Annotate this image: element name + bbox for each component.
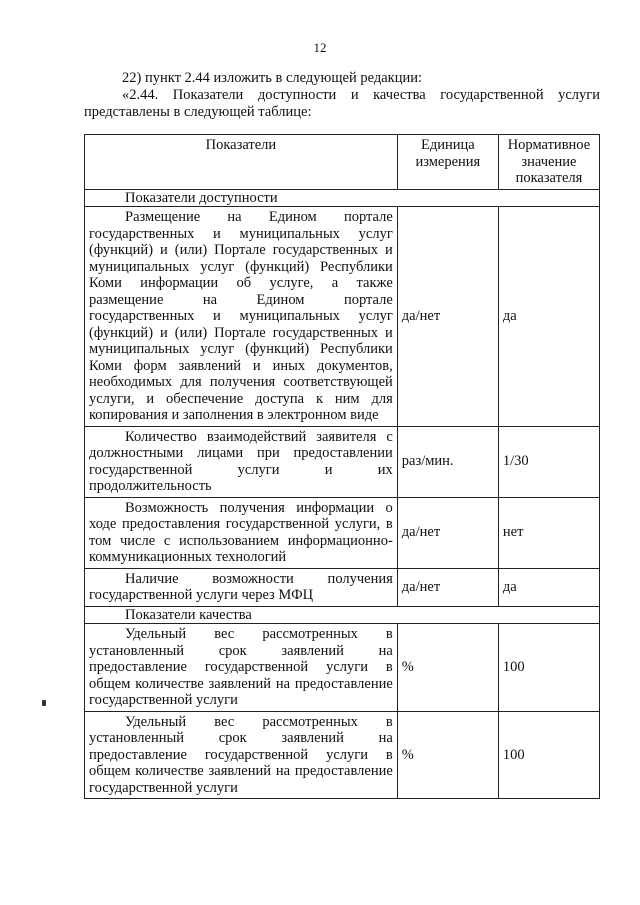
section-quality: Показатели качества bbox=[85, 606, 600, 624]
header-unit: Единица измерения bbox=[397, 135, 498, 190]
row-name: Количество взаимодействий заявителя с должностными лицами при предоставлении государственной услуги и их продолжительность bbox=[85, 426, 398, 497]
row-unit: % bbox=[397, 711, 498, 799]
row-unit: раз/мин. bbox=[397, 426, 498, 497]
table-header-row bbox=[85, 135, 600, 190]
indicators-table bbox=[84, 134, 600, 799]
intro-line-1: 22) пункт 2.44 изложить в следующей редакции: bbox=[122, 70, 422, 86]
section-accessibility: Показатели доступности bbox=[85, 189, 600, 207]
row-name: Возможность получения информации о ходе предоставления государственной услуги, в том числе с использованием информационно-коммуникационных технологий bbox=[85, 497, 398, 568]
row-unit: % bbox=[397, 624, 498, 712]
table-row bbox=[85, 711, 600, 799]
row-name: Наличие возможности получения государственной услуги через МФЦ bbox=[85, 568, 398, 606]
header-indicator: Показатели bbox=[85, 135, 398, 190]
table-row bbox=[85, 426, 600, 497]
intro-line-2: «2.44. Показатели доступности и качества государственной услуги представлены в следующей таблице: bbox=[84, 87, 600, 120]
row-value: нет bbox=[498, 497, 599, 568]
table-row bbox=[85, 624, 600, 712]
row-value: 100 bbox=[498, 711, 599, 799]
row-value: да bbox=[498, 207, 599, 427]
row-name: Удельный вес рассмотренных в установленный срок заявлений на предоставление государственной услуги в общем количестве заявлений на предоставление государственной услуги bbox=[85, 624, 398, 712]
row-name: Размещение на Едином портале государственных и муниципальных услуг (функций) и (или) Портале государственных и муниципальных услуг (функций) Республики Коми информации об услуге, а также размещение на Едином портале государственных и муниципальных услуг (функций) и (или) Портале государственных и муниципальных услуг (функций) Республики Коми форм заявлений и иных документов, необходимых для получения соответствующей услуги, и обеспечение доступа к ним для копирования и заполнения в электронном виде bbox=[85, 207, 398, 427]
row-value: 1/30 bbox=[498, 426, 599, 497]
scan-mark bbox=[42, 700, 46, 706]
table-row bbox=[85, 568, 600, 606]
row-name: Удельный вес рассмотренных в установленный срок заявлений на предоставление государственной услуги в общем количестве заявлений на предоставление государственной услуги bbox=[85, 711, 398, 799]
table-row bbox=[85, 497, 600, 568]
row-unit: да/нет bbox=[397, 207, 498, 427]
row-value: да bbox=[498, 568, 599, 606]
section-row-quality bbox=[85, 606, 600, 624]
row-value: 100 bbox=[498, 624, 599, 712]
page-number: 12 bbox=[313, 40, 327, 55]
table-row bbox=[85, 207, 600, 427]
row-unit: да/нет bbox=[397, 568, 498, 606]
row-unit: да/нет bbox=[397, 497, 498, 568]
section-row-accessibility bbox=[85, 189, 600, 207]
header-norm: Нормативное значение показателя bbox=[498, 135, 599, 190]
